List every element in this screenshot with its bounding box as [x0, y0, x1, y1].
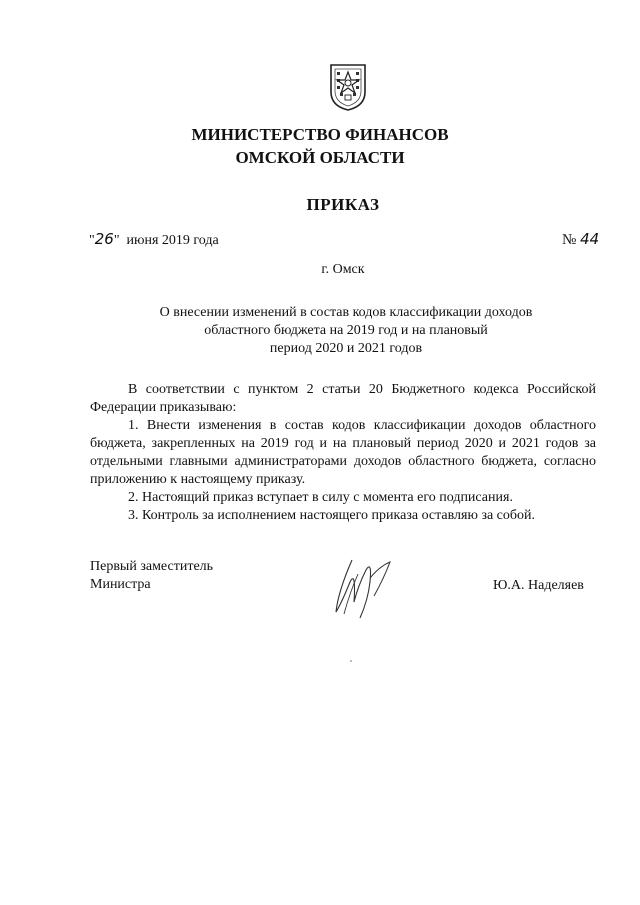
- body-item-3: 3. Контроль за исполнением настоящего приказа оставляю за собой.: [128, 508, 536, 523]
- body-intro: В соответствии с пунктом 2 статьи 20 Бюджетного кодекса Российской Федерации приказываю:: [90, 382, 596, 415]
- date-month-year: июня 2019 года: [126, 233, 219, 248]
- order-subject: [90, 304, 602, 358]
- number-sign: №: [562, 232, 577, 248]
- subject-line2: областного бюджета на 2019 год и на плановый: [204, 323, 488, 338]
- position-line1: Первый заместитель: [90, 559, 214, 574]
- order-date: [89, 230, 219, 249]
- order-body: [90, 381, 596, 525]
- city-name: г. Омск: [321, 262, 365, 277]
- signatory-position: [90, 558, 213, 594]
- order-number: [562, 230, 599, 249]
- document-type-title: ПРИКАЗ: [306, 195, 380, 214]
- number-value: 44: [580, 230, 600, 248]
- position-line2: Министра: [90, 577, 151, 592]
- ministry-name-line2: ОМСКОЙ ОБЛАСТИ: [235, 148, 405, 167]
- coat-of-arms-icon: [328, 62, 368, 112]
- date-day: 26: [94, 230, 114, 248]
- body-item-2: 2. Настоящий приказ вступает в силу с момента его подписания.: [128, 490, 513, 505]
- ministry-name-line1: МИНИСТЕРСТВО ФИНАНСОВ: [191, 125, 449, 144]
- scan-speck: [350, 660, 352, 662]
- handwritten-signature-icon: [330, 552, 410, 624]
- date-quote-close: ": [113, 233, 120, 248]
- body-item-1: 1. Внести изменения в состав кодов классификации доходов областного бюджета, закрепленных на 2019 год и на плановый период 2020 и 2021 годов за отдельными главными администраторами доходов областного бюджета, согласно приложению к настоящему приказу.: [90, 418, 596, 487]
- subject-line3: период 2020 и 2021 годов: [269, 341, 423, 356]
- subject-line1: О внесении изменений в состав кодов классификации доходов: [159, 305, 533, 320]
- signatory-name: Ю.А. Наделяев: [493, 578, 584, 593]
- date-quote-open: ": [89, 233, 95, 248]
